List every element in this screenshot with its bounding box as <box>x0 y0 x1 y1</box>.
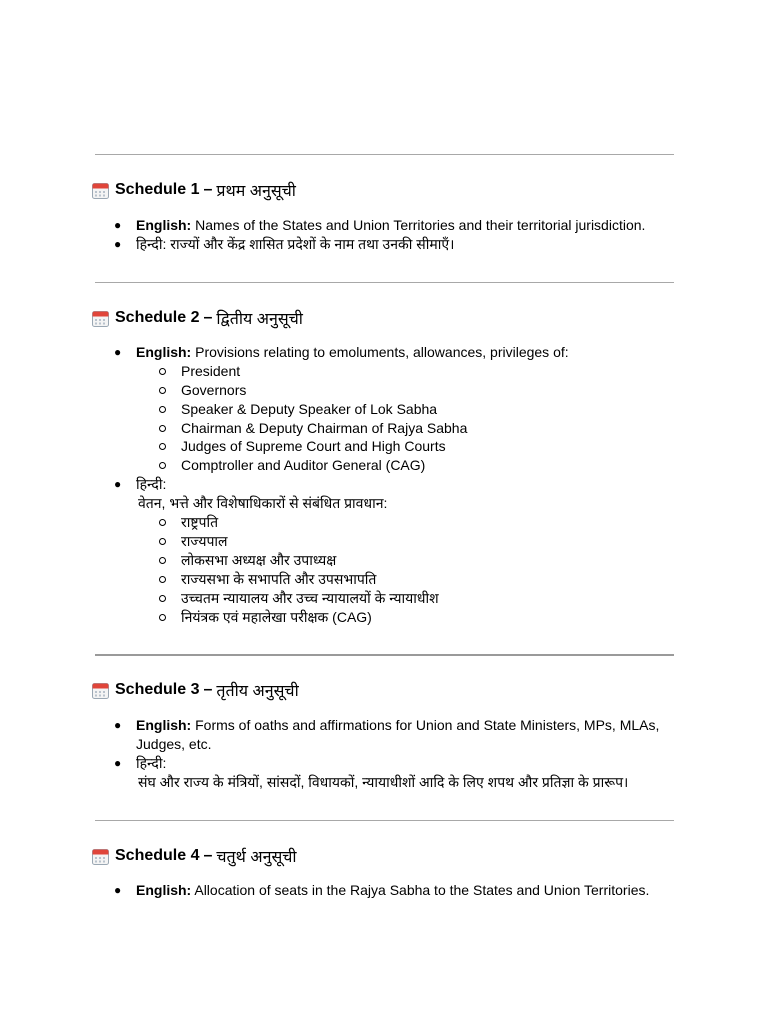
schedule-4-heading <box>92 845 297 867</box>
sub-list-item: राष्ट्रपति <box>181 514 219 530</box>
sub-list-item: Chairman & Deputy Chairman of Rajya Sabha <box>181 420 468 436</box>
dash: – <box>203 681 213 698</box>
sub-list-item: Speaker & Deputy Speaker of Lok Sabha <box>181 401 438 417</box>
calendar-icon <box>92 310 109 327</box>
schedule-hindi-title: द्वितीय अनुसूची <box>216 311 303 328</box>
bullet: ● <box>114 477 122 491</box>
bullet: ● <box>114 237 122 251</box>
schedule-hindi-title: तृतीय अनुसूची <box>216 683 299 700</box>
calendar-icon <box>92 848 109 865</box>
bullet: ● <box>114 883 122 897</box>
sub-bullet <box>159 462 166 469</box>
sub-bullet <box>159 576 166 583</box>
schedule-hindi-title: प्रथम अनुसूची <box>216 183 296 200</box>
bullet: ● <box>114 718 122 732</box>
sub-bullet <box>159 406 166 413</box>
english-label: English: <box>136 717 192 733</box>
dash: – <box>203 847 213 864</box>
sub-bullet <box>159 538 166 545</box>
hindi-text: संघ और राज्य के मंत्रियों, सांसदों, विधायकों, न्यायाधीशों आदि के लिए शपथ और प्रतिज्ञा के प्रारूप। <box>138 774 629 790</box>
bullet: ● <box>114 756 122 770</box>
english-entry <box>136 716 659 735</box>
sub-list-item: नियंत्रक एवं महालेखा परीक्षक (CAG) <box>181 609 372 625</box>
sub-bullet <box>159 443 166 450</box>
schedule-hindi-title: चतुर्थ अनुसूची <box>216 849 297 866</box>
sub-list-item: लोकसभा अध्यक्ष और उपाध्यक्ष <box>181 552 337 568</box>
hindi-text: वेतन, भत्ते और विशेषाधिकारों से संबंधित प्रावधान: <box>138 495 388 511</box>
english-label: English: <box>136 217 192 233</box>
hindi-label: हिन्दी: <box>136 476 167 492</box>
schedule-number: Schedule 3 <box>115 681 200 698</box>
english-text: Provisions relating to emoluments, allowances, privileges of: <box>195 344 569 360</box>
schedule-3-heading <box>92 679 299 701</box>
sub-bullet <box>159 595 166 602</box>
sub-list-item: राज्यसभा के सभापति और उपसभापति <box>181 571 377 587</box>
hindi-label: हिन्दी: <box>136 236 167 252</box>
schedule-number: Schedule 4 <box>115 847 200 864</box>
bullet: ● <box>114 345 122 359</box>
sub-bullet <box>159 387 166 394</box>
hindi-text: राज्यों और केंद्र शासित प्रदेशों के नाम तथा उनकी सीमाएँ। <box>170 236 455 252</box>
calendar-icon <box>92 182 109 199</box>
sub-list-item: President <box>181 363 241 379</box>
divider <box>95 820 674 821</box>
english-text-continued: Judges, etc. <box>136 736 212 752</box>
hindi-label-line <box>136 754 166 773</box>
sub-bullet <box>159 425 166 432</box>
hindi-label: हिन्दी: <box>136 755 167 771</box>
english-text: Allocation of seats in the Rajya Sabha to the States and Union Territories. <box>194 882 650 898</box>
english-entry <box>136 881 649 900</box>
divider <box>95 282 674 283</box>
english-entry <box>136 216 645 235</box>
english-text: Names of the States and Union Territories and their territorial jurisdiction. <box>195 217 646 233</box>
sub-list-item: Judges of Supreme Court and High Courts <box>181 438 446 454</box>
bullet: ● <box>114 218 122 232</box>
sub-list-item: राज्यपाल <box>181 533 228 549</box>
english-label: English: <box>136 882 192 898</box>
schedule-2-heading <box>92 307 303 329</box>
dash: – <box>203 181 213 198</box>
sub-list-item: Governors <box>181 382 247 398</box>
english-text: Forms of oaths and affirmations for Union and State Ministers, MPs, MLAs, <box>195 717 660 733</box>
schedule-number: Schedule 2 <box>115 309 200 326</box>
hindi-label-line <box>136 475 166 494</box>
english-label: English: <box>136 344 192 360</box>
sub-list-item: Comptroller and Auditor General (CAG) <box>181 457 426 473</box>
calendar-icon <box>92 682 109 699</box>
divider <box>95 154 674 155</box>
english-entry <box>136 343 569 362</box>
divider <box>95 654 674 656</box>
sub-bullet <box>159 519 166 526</box>
sub-bullet <box>159 614 166 621</box>
schedule-number: Schedule 1 <box>115 181 200 198</box>
sub-list-item: उच्चतम न्यायालय और उच्च न्यायालयों के न्यायाधीश <box>181 590 439 606</box>
sub-bullet <box>159 557 166 564</box>
schedule-1-heading <box>92 179 296 201</box>
sub-bullet <box>159 368 166 375</box>
dash: – <box>203 309 213 326</box>
hindi-entry <box>136 235 454 254</box>
